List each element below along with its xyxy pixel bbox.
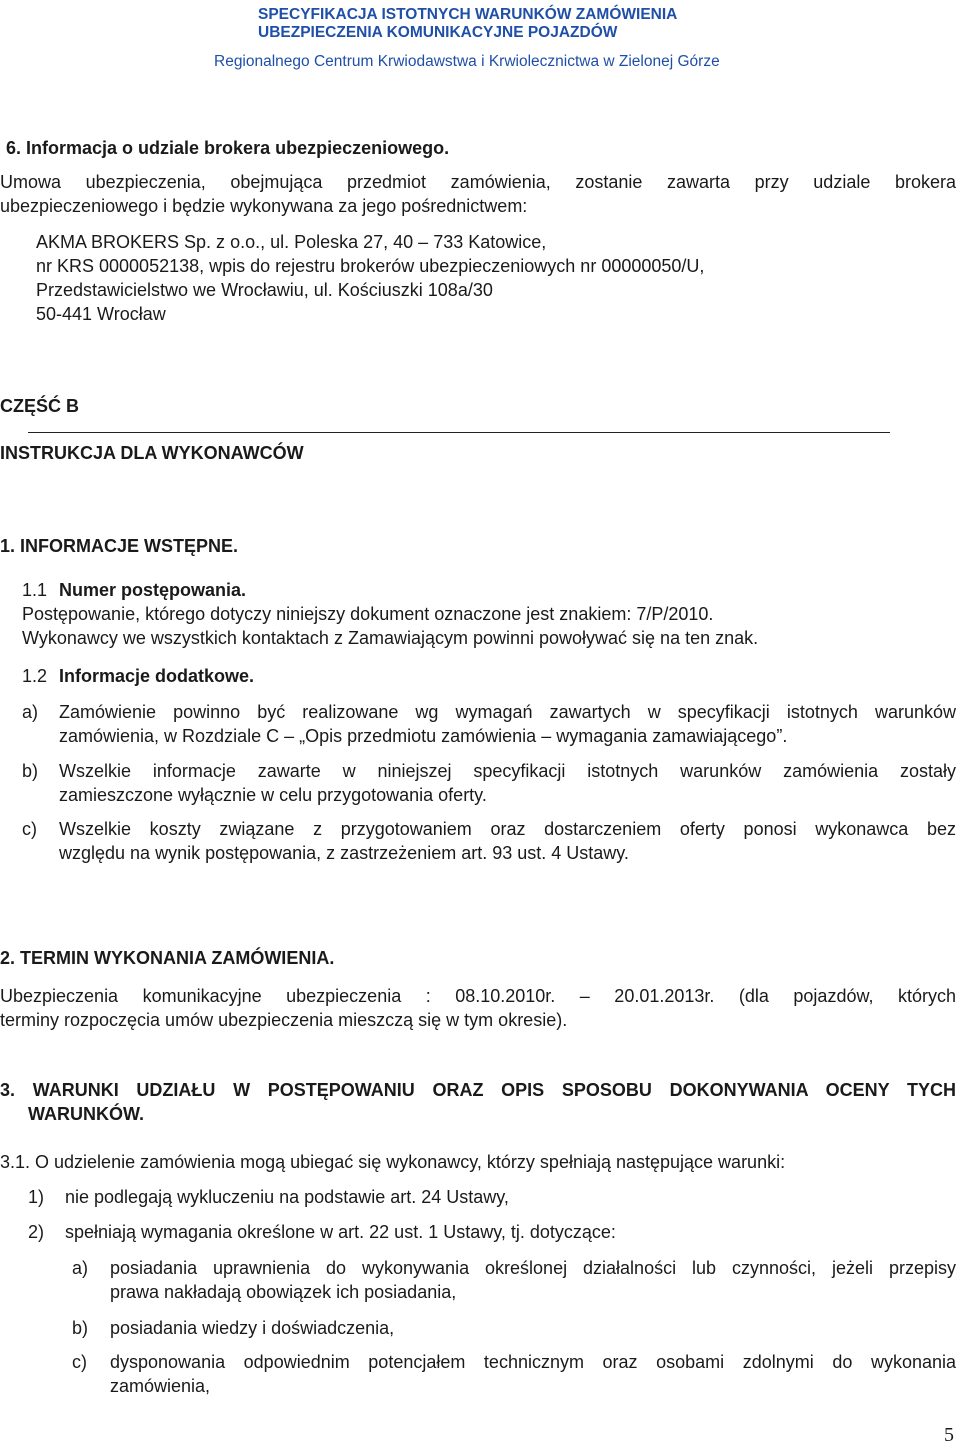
section-2-heading: 2. TERMIN WYKONANIA ZAMÓWIENIA.: [0, 948, 335, 968]
subsection-1-1-text-line2: Wykonawcy we wszystkich kontaktach z Zamawiającym powinni powoływać się na ten znak.: [22, 628, 759, 648]
list-item-text-line2: względu na wynik postępowania, z zastrzeżeniem art. 93 ust. 4 Ustawy.: [59, 843, 629, 863]
part-b-divider: [28, 432, 890, 433]
section-2-text-line1: Ubezpieczenia komunikacyjne ubezpieczenia : 08.10.2010r. – 20.01.2013r. (dla pojazdów, których: [0, 986, 956, 1006]
sub-item-marker: a): [72, 1258, 89, 1278]
broker-address-line: nr KRS 0000052138, wpis do rejestru brokerów ubezpieczeniowych nr 00000050/U,: [36, 256, 705, 276]
header-title-line1: SPECYFIKACJA ISTOTNYCH WARUNKÓW ZAMÓWIENIA: [258, 6, 678, 23]
numbered-item-marker: 1): [28, 1187, 45, 1207]
subsection-1-1-number: 1.1: [22, 580, 48, 600]
sub-item-text-line1: dysponowania odpowiednim potencjałem technicznym oraz osobami zdolnymi do wykonania: [110, 1352, 956, 1372]
section-6-paragraph-line2: ubezpieczeniowego i będzie wykonywana za jego pośrednictwem:: [0, 196, 528, 216]
sub-item-text-line2: zamówienia,: [110, 1376, 211, 1396]
subsection-3-1-text: 3.1. O udzielenie zamówienia mogą ubiegać się wykonawcy, którzy spełniają następujące warunki:: [0, 1152, 786, 1172]
sub-item-marker: c): [72, 1352, 87, 1372]
list-item-text-line1: Wszelkie informacje zawarte w niniejszej specyfikacji istotnych warunków zamówienia zostały: [59, 761, 956, 781]
list-item-marker: c): [22, 819, 37, 839]
subsection-1-2-heading: Informacje dodatkowe.: [59, 666, 255, 686]
subsection-1-2-number: 1.2: [22, 666, 48, 686]
numbered-item-marker: 2): [28, 1222, 45, 1242]
list-item-text-line1: Wszelkie koszty związane z przygotowaniem oraz dostarczeniem oferty ponosi wykonawca bez: [59, 819, 956, 839]
part-b-subtitle: INSTRUKCJA DLA WYKONAWCÓW: [0, 443, 304, 463]
part-b-title: CZĘŚĆ B: [0, 396, 80, 416]
list-item-marker: a): [22, 702, 39, 722]
section-2-text-line2: terminy rozpoczęcia umów ubezpieczenia mieszczą się w tym okresie).: [0, 1010, 568, 1030]
subsection-1-1-text-line1: Postępowanie, którego dotyczy niniejszy dokument oznaczone jest znakiem: 7/P/2010.: [22, 604, 714, 624]
page-number: 5: [944, 1424, 954, 1446]
broker-address-line: 50-441 Wrocław: [36, 304, 166, 324]
list-item-text-line2: zamówienia, w Rozdziale C – „Opis przedmiotu zamówienia – wymagania zamawiającego”.: [59, 726, 788, 746]
section-1-heading: 1. INFORMACJE WSTĘPNE.: [0, 536, 239, 556]
broker-address-line: Przedstawicielstwo we Wrocławiu, ul. Kościuszki 108a/30: [36, 280, 493, 300]
list-item-marker: b): [22, 761, 39, 781]
header-institution: Regionalnego Centrum Krwiodawstwa i Krwiolecznictwa w Zielonej Górze: [214, 53, 720, 70]
section-3-heading-line2: WARUNKÓW.: [28, 1104, 144, 1124]
section-3-heading-line1: 3. WARUNKI UDZIAŁU W POSTĘPOWANIU ORAZ OPIS SPOSOBU DOKONYWANIA OCENY TYCH: [0, 1080, 956, 1100]
numbered-item-text: nie podlegają wykluczeniu na podstawie art. 24 Ustawy,: [65, 1187, 509, 1207]
sub-item-text-line2: prawa nakładają obowiązek ich posiadania,: [110, 1282, 457, 1302]
sub-item-marker: b): [72, 1318, 89, 1338]
subsection-1-1-heading: Numer postępowania.: [59, 580, 247, 600]
numbered-item-text: spełniają wymagania określone w art. 22 ust. 1 Ustawy, tj. dotyczące:: [65, 1222, 616, 1242]
broker-address-line: AKMA BROKERS Sp. z o.o., ul. Poleska 27, 40 – 733 Katowice,: [36, 232, 547, 252]
list-item-text-line1: Zamówienie powinno być realizowane wg wymagań zawartych w specyfikacji istotnych warunków: [59, 702, 956, 722]
section-6-heading: 6. Informacja o udziale brokera ubezpieczeniowego.: [6, 138, 450, 158]
sub-item-text-line1: posiadania uprawnienia do wykonywania określonej działalności lub czynności, jeżeli przepisy: [110, 1258, 956, 1278]
header-title-line2: UBEZPIECZENIA KOMUNIKACYJNE POJAZDÓW: [258, 24, 618, 41]
section-6-paragraph-line1: Umowa ubezpieczenia, obejmująca przedmiot zamówienia, zostanie zawarta przy udziale brokera: [0, 172, 956, 192]
list-item-text-line2: zamieszczone wyłącznie w celu przygotowania oferty.: [59, 785, 487, 805]
sub-item-text-line1: posiadania wiedzy i doświadczenia,: [110, 1318, 395, 1338]
